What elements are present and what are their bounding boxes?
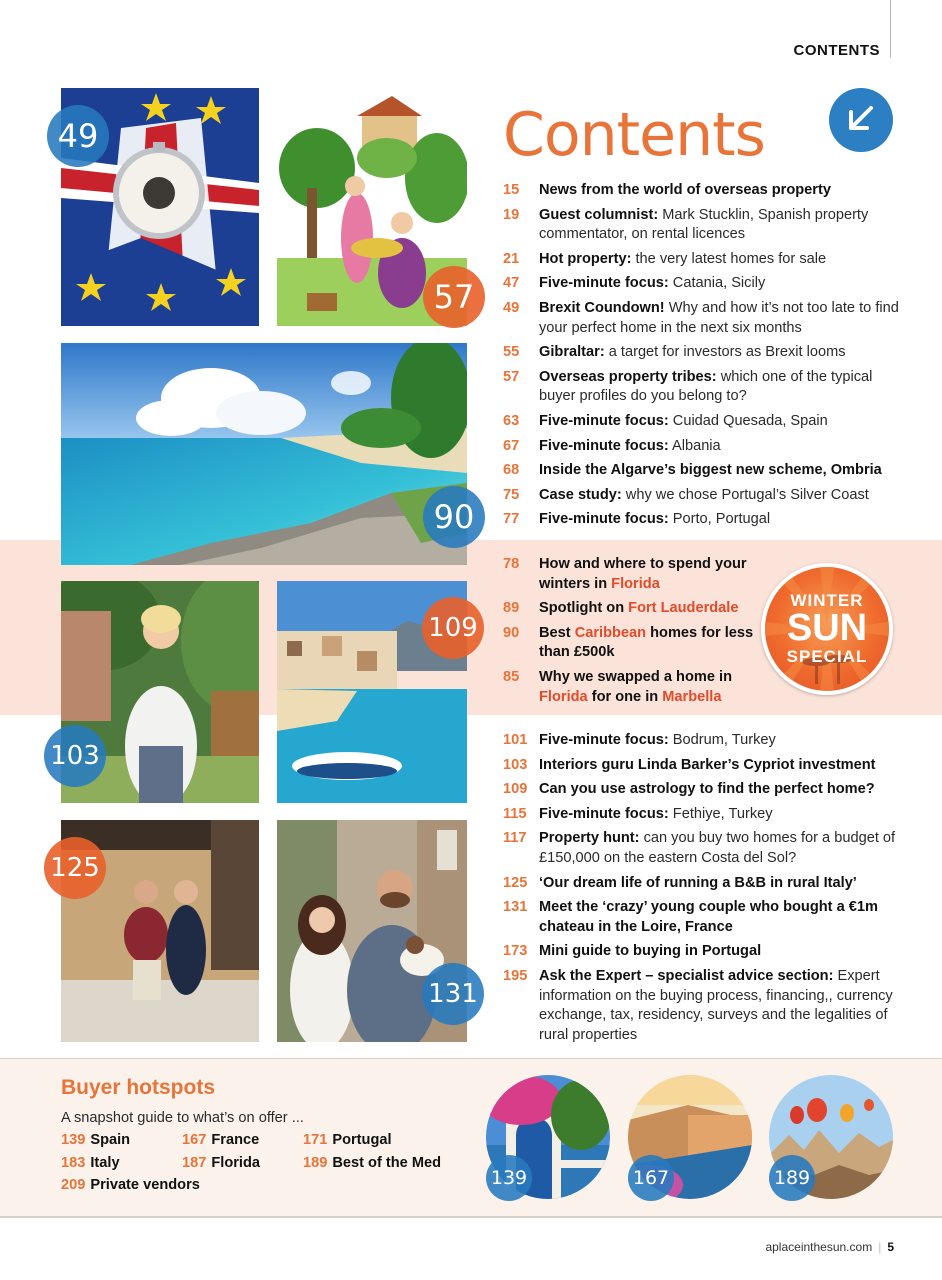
toc-entry[interactable]: 77 Five-minute focus: Porto, Portugal bbox=[503, 511, 771, 528]
toc-entry[interactable]: 103 Interiors guru Linda Barker’s Cypriot investment bbox=[503, 756, 876, 773]
winter-sun-entry[interactable]: 85 Why we swapped a home in Florida for one in Marbella bbox=[503, 668, 732, 705]
toc-entry[interactable]: 15 News from the world of overseas property bbox=[503, 182, 831, 198]
toc-entry[interactable]: 75 Case study: why we chose Portugal’s Silver Coast bbox=[503, 486, 869, 503]
page-badge-125: 125 bbox=[44, 837, 106, 899]
hotspot-item[interactable]: 171 Portugal bbox=[303, 1132, 392, 1148]
toc-entry[interactable]: 57 Overseas property tribes: which one of the typical buyer profiles do you belong to? bbox=[503, 368, 873, 405]
footer-site[interactable]: aplaceinthesun.com bbox=[765, 1240, 873, 1254]
badge-word-special: SPECIAL bbox=[786, 647, 868, 666]
toc-entry[interactable]: 19 Guest columnist: Mark Stucklin, Spanish property commentator, on rental licences bbox=[503, 206, 869, 243]
contents-list bbox=[503, 181, 903, 535]
toc-entry[interactable]: 55 Gibraltar: a target for investors as Brexit looms bbox=[503, 344, 846, 361]
toc-entry[interactable]: 195 Ask the Expert – specialist advice section: Expert information on the buying process, financing,, currency exchange, tax, residency, surveys and the legalities of rural properties bbox=[503, 967, 893, 1043]
hotspot-item[interactable]: 209 Private vendors bbox=[61, 1177, 200, 1193]
winter-sun-entry[interactable]: 78 How and where to spend your winters in Florida bbox=[503, 556, 747, 592]
badge-word-sun: SUN bbox=[786, 607, 868, 649]
hotspot-item[interactable]: 167 France bbox=[182, 1132, 260, 1148]
top-rule bbox=[890, 0, 891, 58]
hotspots-title: Buyer hotspots bbox=[61, 1076, 216, 1099]
page-badge-131: 131 bbox=[422, 963, 484, 1025]
caribbean-beach-photo[interactable] bbox=[61, 343, 467, 565]
hotspots-subtitle: A snapshot guide to what’s on offer ... bbox=[61, 1110, 304, 1126]
winter-sun-entry[interactable]: 89 Spotlight on Fort Lauderdale bbox=[503, 600, 739, 617]
contents-list-lower bbox=[503, 731, 913, 1050]
page-badge-90: 90 bbox=[423, 486, 485, 548]
toc-entry[interactable]: 173 Mini guide to buying in Portugal bbox=[503, 943, 762, 960]
page-badge-49: 49 bbox=[47, 105, 109, 167]
page-footer: aplaceinthesun.com | 5 bbox=[765, 1240, 894, 1254]
badge-word-winter: WINTER bbox=[790, 591, 864, 610]
toc-entry[interactable]: 67 Five-minute focus: Albania bbox=[503, 437, 721, 454]
page-badge-103: 103 bbox=[44, 725, 106, 787]
page-number: 5 bbox=[887, 1240, 894, 1254]
page-badge-189: 189 bbox=[769, 1155, 815, 1201]
arrow-down-left-icon bbox=[829, 88, 893, 152]
hotspot-item[interactable]: 139 Spain bbox=[61, 1132, 131, 1148]
toc-entry[interactable]: 115 Five-minute focus: Fethiye, Turkey bbox=[503, 805, 773, 822]
winter-sun-entry[interactable]: 90 Best Caribbean homes for less than £500k bbox=[503, 624, 754, 661]
toc-entry[interactable]: 21 Hot property: the very latest homes for sale bbox=[503, 250, 827, 267]
page-badge-57: 57 bbox=[423, 266, 485, 328]
toc-entry[interactable]: 63 Five-minute focus: Cuidad Quesada, Spain bbox=[503, 412, 828, 429]
hotspot-item[interactable]: 183 Italy bbox=[61, 1155, 120, 1171]
toc-entry[interactable]: 125 ‘Our dream life of running a B&B in rural Italy’ bbox=[503, 874, 857, 891]
winter-sun-special-badge bbox=[761, 563, 893, 695]
toc-entry[interactable]: 117 Property hunt: can you buy two homes for a budget of £150,000 on the eastern Costa del Sol? bbox=[503, 830, 896, 866]
page-badge-109: 109 bbox=[422, 597, 484, 659]
section-label: CONTENTS bbox=[793, 42, 880, 59]
winter-sun-list bbox=[503, 555, 773, 712]
toc-entry[interactable]: 49 Brexit Coundown! Why and how it’s not too late to find your perfect home in the next six months bbox=[503, 299, 899, 336]
page-title: Contents bbox=[503, 100, 765, 170]
toc-entry[interactable]: 131 Meet the ‘crazy’ young couple who bought a €1m chateau in the Loire, France bbox=[503, 899, 878, 935]
toc-entry[interactable]: 109 Can you use astrology to find the perfect home? bbox=[503, 781, 875, 798]
page-badge-139: 139 bbox=[486, 1155, 532, 1201]
toc-entry[interactable]: 101 Five-minute focus: Bodrum, Turkey bbox=[503, 732, 776, 748]
page-badge-167: 167 bbox=[628, 1155, 674, 1201]
toc-entry[interactable]: 47 Five-minute focus: Catania, Sicily bbox=[503, 275, 766, 292]
toc-entry[interactable]: 68 Inside the Algarve’s biggest new scheme, Ombria bbox=[503, 462, 882, 479]
footer-rule bbox=[0, 1216, 942, 1217]
hotspot-item[interactable]: 187 Florida bbox=[182, 1155, 261, 1171]
hotspot-item[interactable]: 189 Best of the Med bbox=[303, 1155, 442, 1171]
